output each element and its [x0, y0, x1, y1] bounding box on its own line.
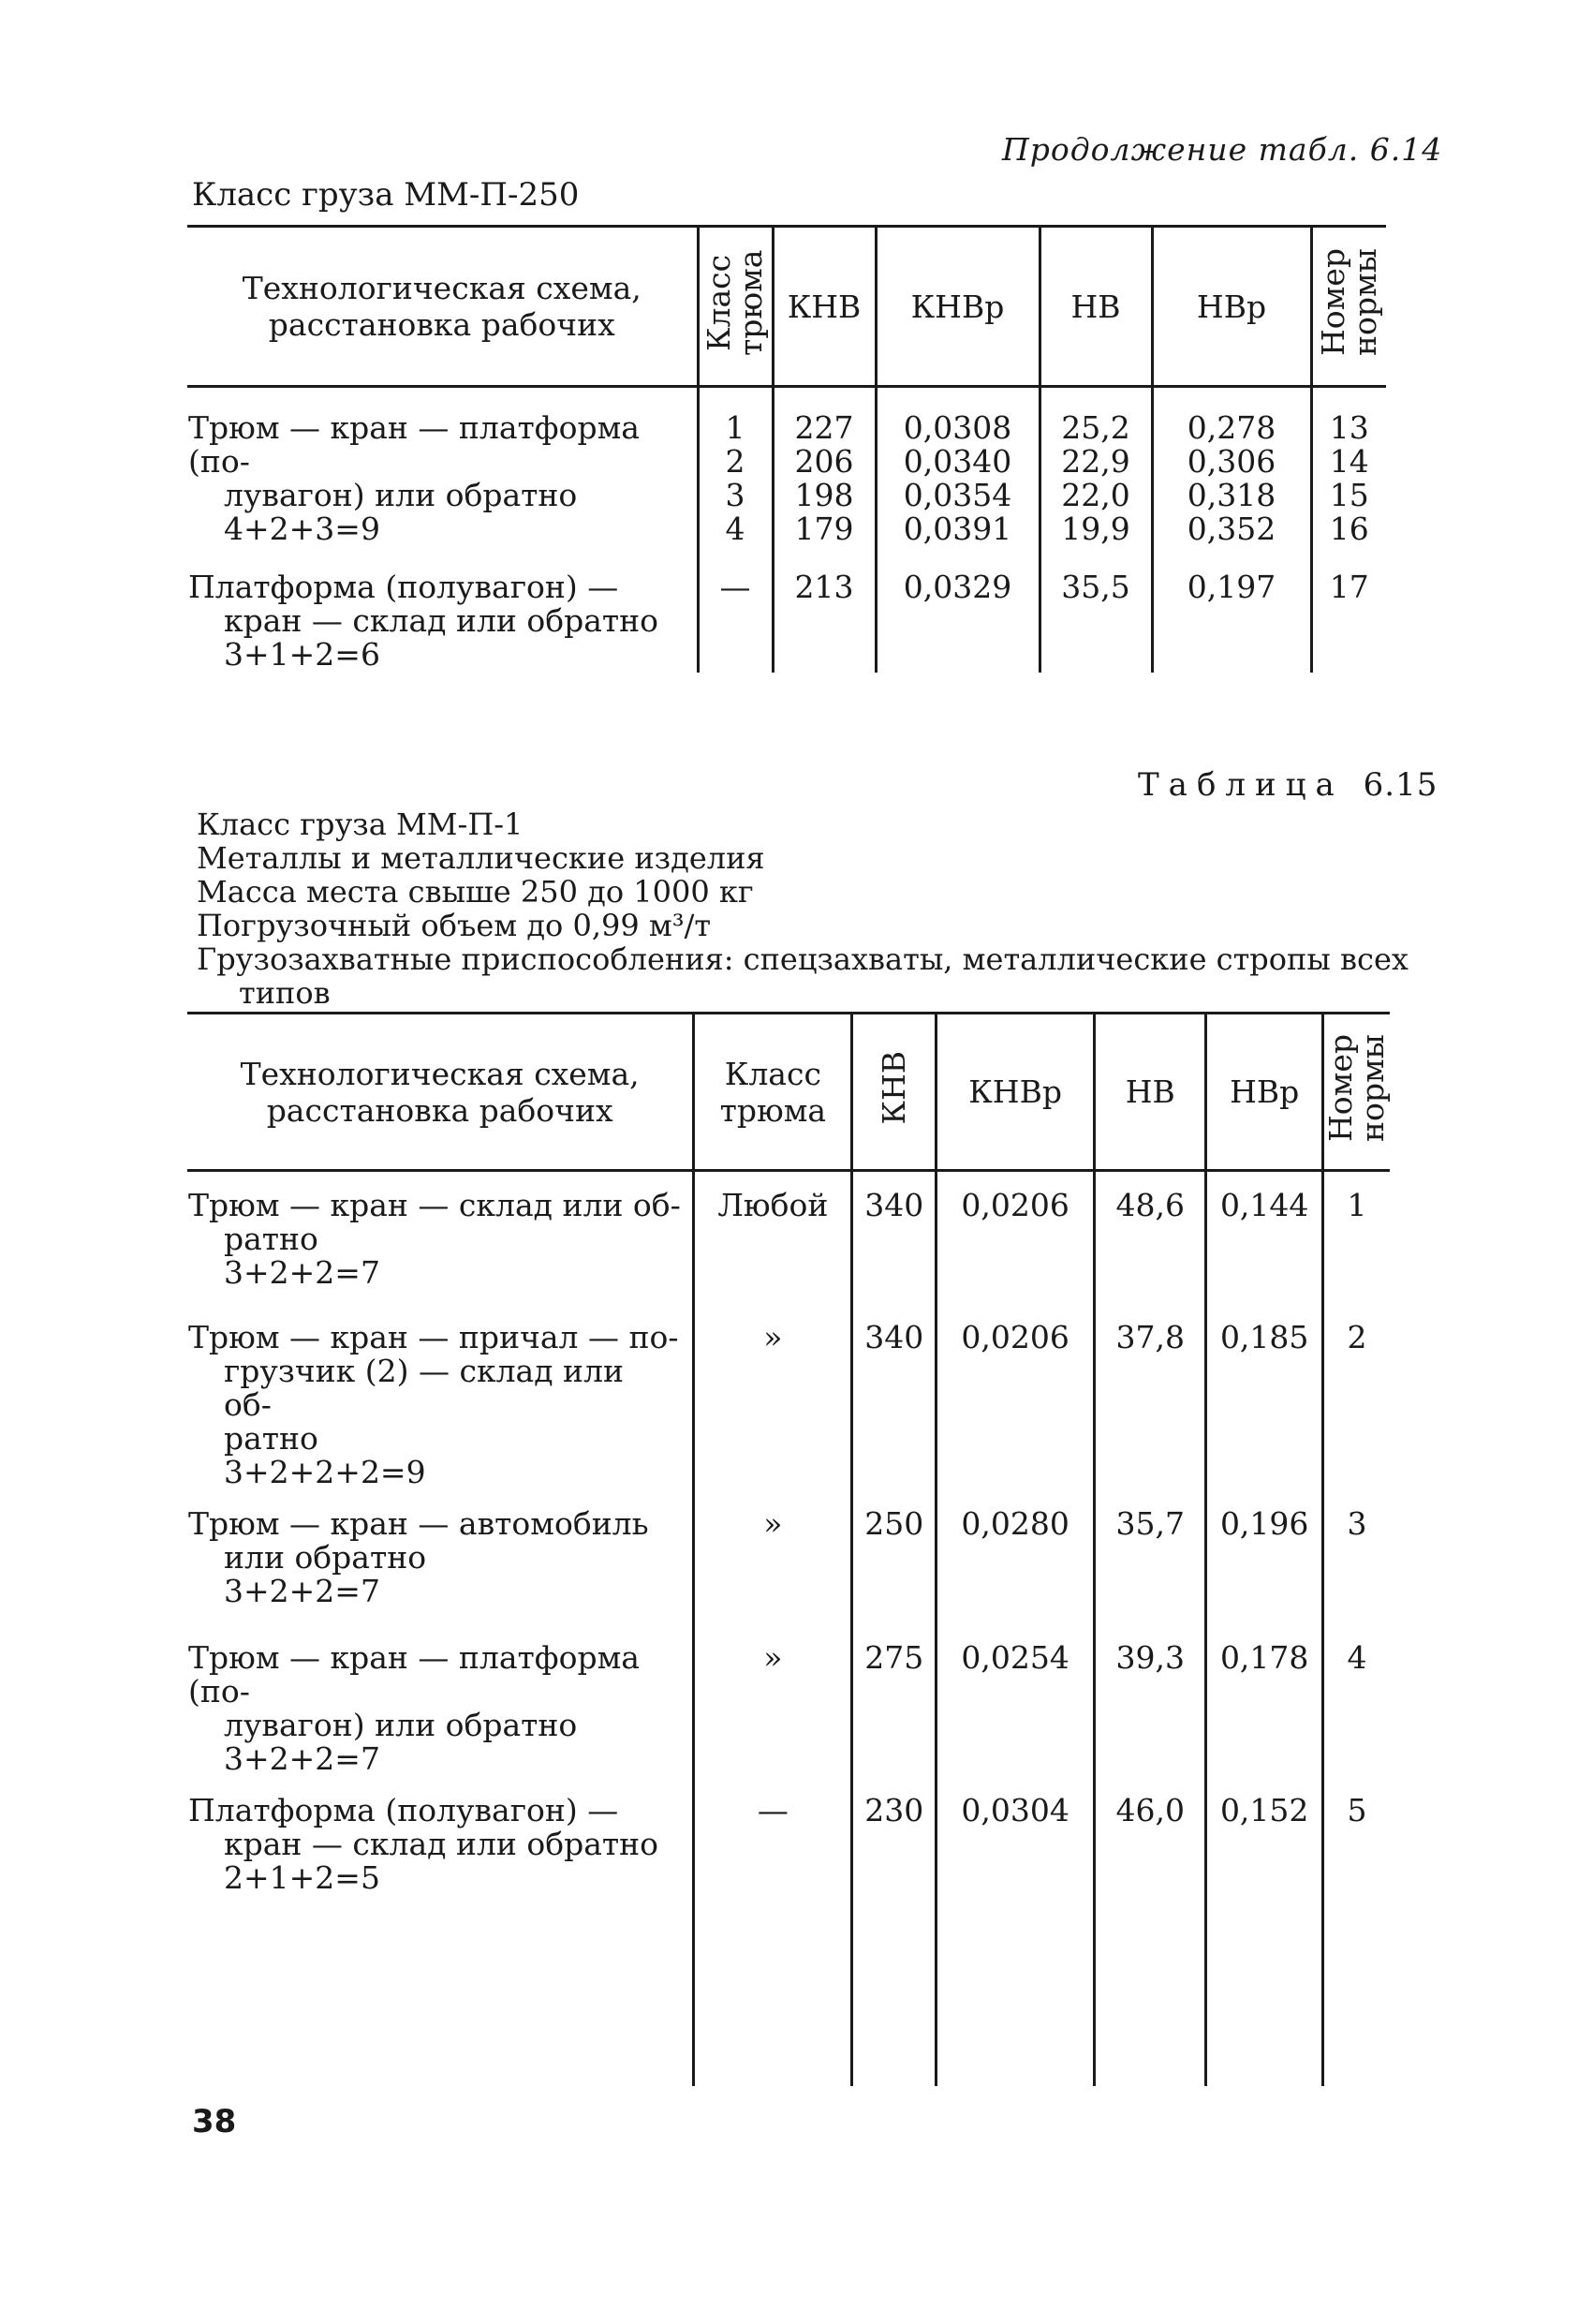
norm-no-cell: 17: [1311, 547, 1386, 673]
knv-cell: 275: [852, 1624, 937, 1777]
nv-r-cell: 0,185: [1206, 1304, 1323, 1490]
meta-mass: Масса места свыше 250 до 1000 кг: [197, 874, 754, 910]
header-knv: КНВ: [773, 227, 876, 387]
continuation-label: Продолжение табл. 6.14: [1002, 131, 1443, 168]
header-hold-class: Класс трюма: [698, 227, 773, 387]
norm-no-cell: 2: [1322, 1304, 1390, 1490]
header-nv-r: НВр: [1152, 227, 1311, 387]
knv-r-cell: 0,0329: [876, 547, 1040, 673]
table2-meta: [197, 807, 1409, 1010]
table-row: [187, 1171, 1390, 1304]
table-row: [187, 387, 1386, 548]
meta-gear-cont: типов: [239, 975, 331, 1011]
table-6-14-continuation: [187, 225, 1386, 673]
knv-r-cell: 0,0254: [937, 1624, 1095, 1777]
norm-no-cell: 5: [1322, 1777, 1390, 2086]
header-knv-r: КНВр: [876, 227, 1040, 387]
knv-r-cell: 0,0304: [937, 1777, 1095, 2086]
scheme-cell: Трюм — кран — причал — по- грузчик (2) — склад или об- ратно 3+2+2+2=9: [188, 1318, 679, 1490]
hold-class-cell: —: [698, 547, 773, 673]
nv-r-cell: 0,278 0,306 0,318 0,352: [1152, 387, 1311, 548]
table-row: [187, 1304, 1390, 1490]
knv-cell: 230: [852, 1777, 937, 2086]
header-hold-class: Класс трюма: [694, 1014, 852, 1171]
nv-r-cell: 0,152: [1206, 1777, 1323, 2086]
knv-r-cell: 0,0206: [937, 1304, 1095, 1490]
meta-gear: Грузозахватные приспособления: спецзахваты, металлические стропы всех: [197, 941, 1409, 977]
header-nv: НВ: [1040, 227, 1152, 387]
header-knv: КНВ: [852, 1014, 937, 1171]
nv-r-cell: 0,178: [1206, 1624, 1323, 1777]
table-row: [187, 547, 1386, 673]
knv-r-cell: 0,0206: [937, 1171, 1095, 1304]
scheme-cell: Платформа (полувагон) — кран — склад или обратно 3+1+2=6: [188, 569, 659, 673]
header-nv: НВ: [1095, 1014, 1206, 1171]
header-scheme: Технологическая схема, расстановка рабочих: [187, 1014, 694, 1171]
knv-cell: 340: [852, 1304, 937, 1490]
nv-cell: 35,7: [1095, 1490, 1206, 1624]
hold-class-cell: Любой: [694, 1171, 852, 1304]
nv-cell: 37,8: [1095, 1304, 1206, 1490]
meta-volume: Погрузочный объем до 0,99 м³/т: [197, 908, 712, 943]
hold-class-cell: »: [694, 1490, 852, 1624]
scheme-cell: Трюм — кран — склад или об- ратно 3+2+2=7: [188, 1187, 681, 1291]
nv-cell: 48,6: [1095, 1171, 1206, 1304]
table1-header-row: [187, 227, 1386, 387]
table-row: [187, 1490, 1390, 1624]
header-knv-r: КНВр: [937, 1014, 1095, 1171]
hold-class-cell: »: [694, 1304, 852, 1490]
knv-r-cell: 0,0308 0,0340 0,0354 0,0391: [876, 387, 1040, 548]
table-row: [187, 1624, 1390, 1777]
header-norm-no: Номер нормы: [1322, 1014, 1390, 1171]
table2-header-row: [187, 1014, 1390, 1171]
scheme-cell: Трюм — кран — автомобиль или обратно 3+2+2=7: [188, 1504, 649, 1609]
knv-cell: 213: [773, 547, 876, 673]
nv-cell: 35,5: [1040, 547, 1152, 673]
table-row: [187, 1777, 1390, 2086]
nv-r-cell: 0,144: [1206, 1171, 1323, 1304]
hold-class-cell: —: [694, 1777, 852, 2086]
norm-no-cell: 3: [1322, 1490, 1390, 1624]
nv-cell: 25,2 22,9 22,0 19,9: [1040, 387, 1152, 548]
meta-cargo-class: Класс груза ММ-П-1: [197, 807, 524, 842]
norm-no-cell: 1: [1322, 1171, 1390, 1304]
meta-cargo-kind: Металлы и металлические изделия: [197, 840, 765, 876]
nv-r-cell: 0,196: [1206, 1490, 1323, 1624]
hold-class-cell: »: [694, 1624, 852, 1777]
scheme-cell: Трюм — кран — платформа (по- лувагон) или обратно 3+2+2=7: [188, 1638, 640, 1777]
knv-cell: 250: [852, 1490, 937, 1624]
scheme-cell: Платформа (полувагон) — кран — склад или обратно 2+1+2=5: [188, 1791, 659, 1896]
scheme-cell: Трюм — кран — платформа (по- лувагон) или обратно 4+2+3=9: [188, 409, 640, 547]
norm-no-cell: 4: [1322, 1624, 1390, 1777]
norm-no-cell: 13 14 15 16: [1311, 387, 1386, 548]
table1-cargo-class: Класс груза ММ-П-250: [192, 176, 580, 214]
page-number: 38: [192, 2103, 237, 2140]
nv-r-cell: 0,197: [1152, 547, 1311, 673]
header-nv-r: НВр: [1206, 1014, 1323, 1171]
knv-cell: 227 206 198 179: [773, 387, 876, 548]
hold-class-cell: 1 2 3 4: [698, 387, 773, 548]
header-scheme: Технологическая схема, расстановка рабочих: [187, 227, 698, 387]
nv-cell: 39,3: [1095, 1624, 1206, 1777]
header-norm-no: Номер нормы: [1311, 227, 1386, 387]
nv-cell: 46,0: [1095, 1777, 1206, 2086]
table2-caption: Таблица 6.15: [1138, 766, 1438, 804]
table-6-15: [187, 1012, 1390, 2086]
knv-cell: 340: [852, 1171, 937, 1304]
knv-r-cell: 0,0280: [937, 1490, 1095, 1624]
